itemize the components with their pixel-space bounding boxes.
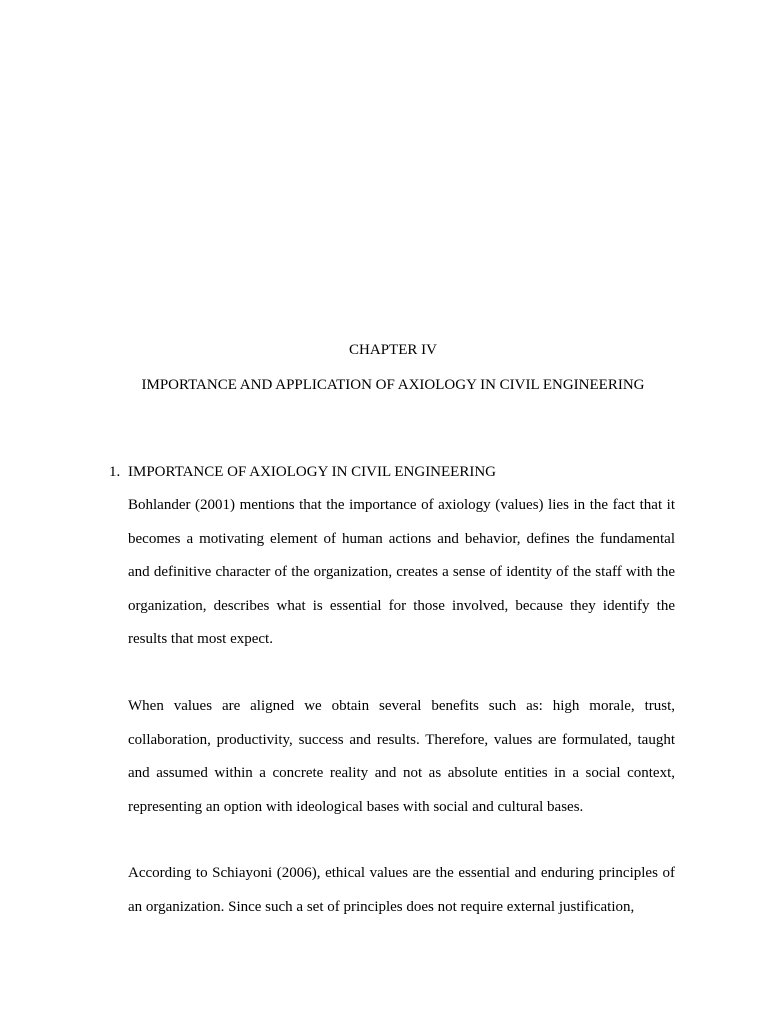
section-heading [109, 463, 496, 481]
section-heading-text: IMPORTANCE OF AXIOLOGY IN CIVIL ENGINEERING [128, 464, 497, 480]
chapter-title: IMPORTANCE AND APPLICATION OF AXIOLOGY IN CIVIL ENGINEERING [141, 377, 645, 393]
paragraph-3: According to Schiayoni (2006), ethical values are the essential and enduring principles of an organization. Since such a set of principles does not require external justification, [128, 865, 675, 915]
chapter-label: CHAPTER IV [349, 342, 437, 358]
section-number: 1. [109, 464, 121, 480]
paragraph-2: When values are aligned we obtain several benefits such as: high morale, trust, collaboration, productivity, success and results. Therefore, values are formulated, taught and assumed within a concrete reality and not as absolute entities in a social context, representing an option with ideological bases with social and cultural bases. [128, 698, 675, 815]
paragraph-1: Bohlander (2001) mentions that the importance of axiology (values) lies in the fact that it becomes a motivating element of human actions and behavior, defines the fundamental and definitive character of the organization, creates a sense of identity of the staff with the organization, describes what is essential for those involved, because they identify the results that most expect. [128, 497, 675, 647]
